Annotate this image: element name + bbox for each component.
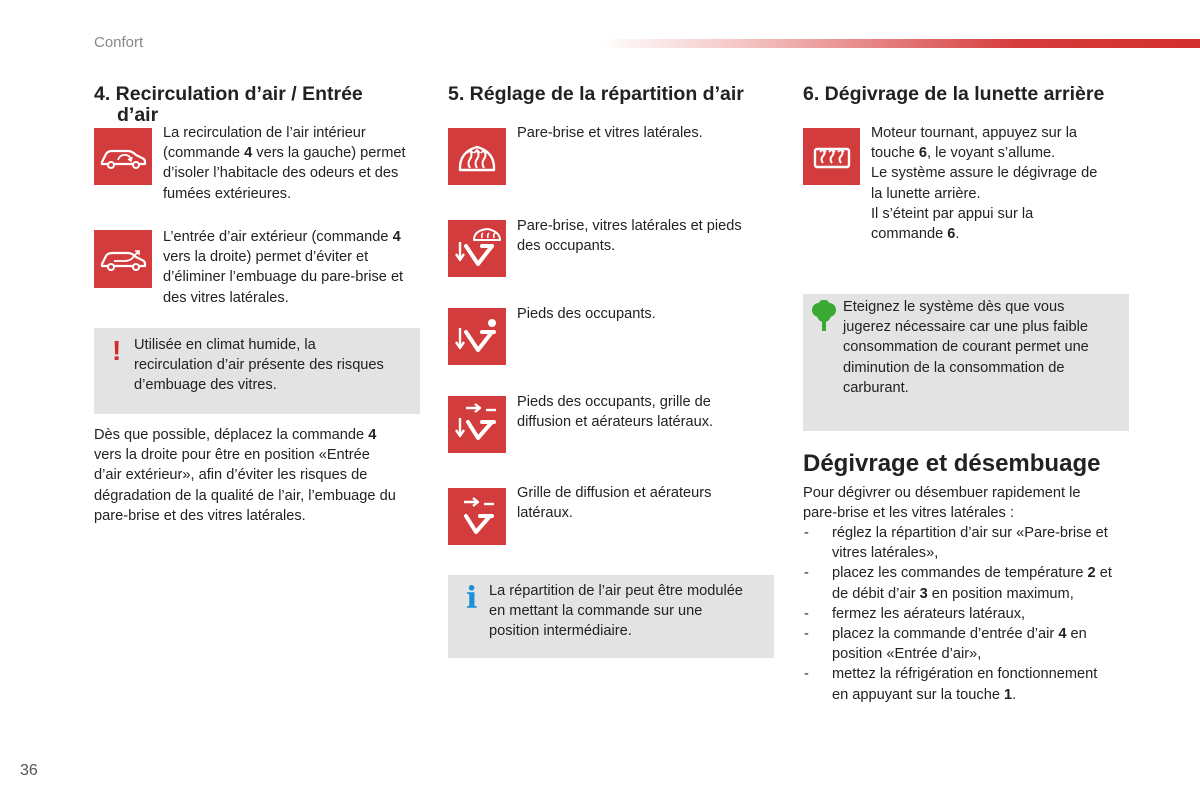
- recirculation-description: La recirculation de l’air intérieur (commande 4 vers la gauche) permet d’isoler l’habitacle des odeurs et des fumées extérieures.: [163, 125, 406, 202]
- list-item: - placez la commande d’entrée d’air 4 en position «Entrée d’air»,: [803, 624, 1143, 664]
- section-title-distribution: 5. Réglage de la répartition d’air: [448, 83, 744, 105]
- eco-note: [803, 294, 1129, 431]
- air-intake-description: L’entrée d’air extérieur (commande 4 vers la droite) permet d’éviter et d’éliminer l’embuage du pare-brise et des vitres latérales.: [163, 229, 404, 306]
- warning-text: Utilisée en climat humide, la recirculation d’air présente des risques d’embuage des vitres.: [134, 337, 384, 394]
- section-title-recirculation: 4. Recirculation d’air / Entrée d’air: [94, 83, 363, 126]
- rear-window-demist-icon: [803, 128, 860, 185]
- warning-icon: !: [112, 335, 122, 366]
- recirculation-icon: [94, 128, 152, 185]
- distribution-option-3: Pieds des occupants.: [517, 306, 656, 322]
- eco-text: Eteignez le système dès que vous jugerez nécessaire car une plus faible consommation de courant permet une diminution de la consommation de carburant.: [843, 299, 1089, 396]
- rear-demist-description: Moteur tournant, appuyez sur la touche 6, le voyant s’allume. Le système assure le dégivrage de la lunette arrière. Il s’éteint par appui sur la commande 6.: [871, 125, 1098, 243]
- page-number: 36: [20, 762, 38, 779]
- defrost-steps-list: [803, 523, 1143, 705]
- list-item: - fermez les aérateurs latéraux,: [803, 604, 1143, 624]
- windscreen-feet-icon: [448, 220, 506, 277]
- recommendation-paragraph: Dès que possible, déplacez la commande 4 vers la droite pour être en position «Entrée d’air extérieur», afin d’éviter les risques de dégradation de la qualité de l’air, l’embuage du pare-brise et des vitres latérales.: [94, 427, 396, 524]
- vents-icon: [448, 488, 506, 545]
- warning-note: [94, 328, 420, 414]
- feet-icon: [448, 308, 506, 365]
- list-item: - mettez la réfrigération en fonctionnement en appuyant sur la touche 1.: [803, 664, 1143, 704]
- list-item: - placez les commandes de température 2 et de débit d’air 3 en position maximum,: [803, 563, 1143, 603]
- info-text: La répartition de l’air peut être modulée en mettant la commande sur une position intermédiaire.: [489, 583, 743, 640]
- defrost-intro: Pour dégivrer ou désembuer rapidement le pare-brise et les vitres latérales :: [803, 485, 1081, 522]
- section-label: Confort: [94, 34, 144, 51]
- info-note: [448, 575, 774, 658]
- air-intake-icon: [94, 230, 152, 288]
- list-item: - réglez la répartition d’air sur «Pare-brise et vitres latérales»,: [803, 523, 1143, 563]
- section-title-rear-demist: 6. Dégivrage de la lunette arrière: [803, 83, 1105, 105]
- distribution-option-2: Pare-brise, vitres latérales et pieds des occupants.: [517, 218, 742, 255]
- info-icon: i: [466, 581, 478, 616]
- tree-icon: [810, 300, 838, 332]
- header-accent-bar: [600, 39, 1200, 48]
- feet-vents-icon: [448, 396, 506, 453]
- distribution-option-4: Pieds des occupants, grille de diffusion et aérateurs latéraux.: [517, 394, 714, 431]
- windscreen-demist-icon: [448, 128, 506, 185]
- distribution-option-5: Grille de diffusion et aérateurs latéraux.: [517, 485, 712, 522]
- distribution-option-1: Pare-brise et vitres latérales.: [517, 125, 703, 141]
- page-heading-defrost: Dégivrage et désembuage: [803, 450, 1101, 477]
